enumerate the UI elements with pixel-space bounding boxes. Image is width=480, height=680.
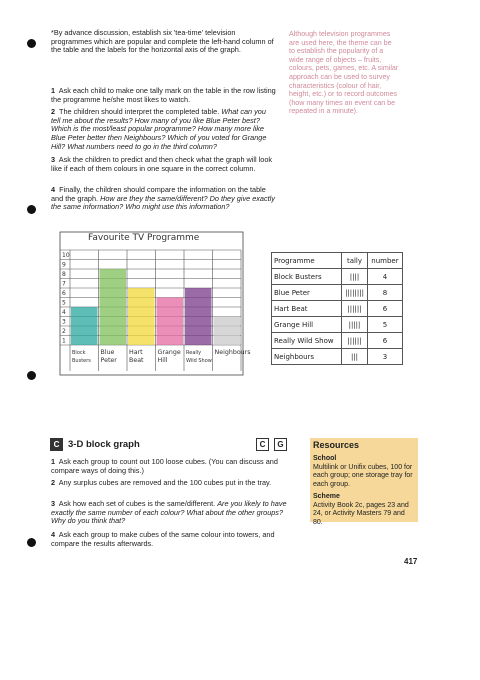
scheme-label: Scheme <box>313 493 340 500</box>
category-label: Blue <box>100 349 115 356</box>
step-2 <box>51 108 277 152</box>
graph-title: Favourite TV Programme <box>88 233 200 243</box>
c-step-2 <box>51 479 291 488</box>
tally-cell: |||||| <box>342 301 368 317</box>
table-row <box>272 269 403 285</box>
y-tick-label: 3 <box>62 318 66 326</box>
step-questions: How are they the same/different? Do they give exactly the same information? Who might use this information? <box>51 193 275 212</box>
step-1 <box>51 87 277 104</box>
number-cell: 4 <box>367 269 402 285</box>
number-cell: 5 <box>367 317 402 333</box>
step-number: 4 <box>51 530 56 539</box>
margin-bullet <box>27 39 36 48</box>
tally-cell: |||| <box>342 269 368 285</box>
tally-cell: ||||| <box>342 317 368 333</box>
step-4 <box>51 186 277 212</box>
programme-cell: Really Wild Show <box>272 333 342 349</box>
header-tally: tally <box>342 253 368 269</box>
page-number: 417 <box>404 557 418 566</box>
section-title: 3-D block graph <box>68 439 140 450</box>
programme-cell: Neighbours <box>272 349 342 365</box>
y-tick-label: 4 <box>62 309 66 316</box>
school-label: School <box>313 455 337 462</box>
c-step-3 <box>51 500 291 526</box>
step-questions: What can you tell me about the results? How many of you like Blue Peter best? Which is the most/least popular programme? How many more like Blue Peter better then Neighbours? Which of you voted for Grange Hill? What numbers need to go in the third column? <box>51 107 267 151</box>
bar <box>157 298 184 346</box>
bar <box>71 307 98 345</box>
number-cell: 6 <box>367 333 402 349</box>
programme-cell: Block Busters <box>272 269 342 285</box>
bar <box>128 288 155 345</box>
step-number: 4 <box>51 185 56 194</box>
step-number: 1 <box>51 457 56 466</box>
step-text: Ask how each set of cubes is the same/different. <box>58 499 216 508</box>
bar-graph <box>48 228 268 378</box>
y-tick-label: 7 <box>62 280 66 288</box>
category-label: Really <box>186 350 202 356</box>
y-tick-label: 8 <box>62 271 66 278</box>
step-text: Ask the children to predict and then check what the graph will look like if each of them colours in one square in the correct column. <box>51 155 273 173</box>
step-3 <box>51 156 277 173</box>
step-number: 3 <box>51 499 56 508</box>
margin-bullet <box>27 205 36 214</box>
bar <box>100 269 127 345</box>
margin-bullet <box>27 538 36 547</box>
category-label: Peter <box>100 357 117 364</box>
step-number: 2 <box>51 107 56 116</box>
y-tick-label: 10 <box>62 252 70 259</box>
tag-c: C <box>256 438 269 451</box>
programme-cell: Hart Beat <box>272 301 342 317</box>
number-cell: 6 <box>367 301 402 317</box>
y-tick-label: 2 <box>62 328 66 335</box>
step-questions: Are you likely to have exactly the same number of each colour? What about the other groups? Why do you think that? <box>51 499 287 526</box>
table-row <box>272 285 403 301</box>
intro-paragraph: *By advance discussion, establish six 'tea-time' television programmes which are popular and complete the left-hand column of the table and the labels for the horizontal axis of the graph. <box>51 28 274 55</box>
step-text: Finally, the children should compare the information on the table and the graph. <box>51 185 266 203</box>
programme-cell: Grange Hill <box>272 317 342 333</box>
category-label: Hart <box>129 349 143 356</box>
tally-table <box>271 252 403 365</box>
c-step-1 <box>51 458 291 475</box>
category-label: Block <box>72 350 86 356</box>
step-number: 1 <box>51 86 56 95</box>
header-number: number <box>367 253 402 269</box>
step-text: Ask each child to make one tally mark on the table in the row listing the programme he/she most likes to watch. <box>51 86 276 104</box>
resources-title: Resources <box>313 440 360 450</box>
step-text: Ask each group to make cubes of the same colour into towers, and compare the results afterwards. <box>51 530 275 548</box>
resources-body <box>313 455 415 527</box>
number-cell: 8 <box>367 285 402 301</box>
y-tick-label: 9 <box>62 261 66 269</box>
table-row <box>272 301 403 317</box>
tally-cell: ||| <box>342 349 368 365</box>
bar <box>185 288 212 345</box>
table-row <box>272 349 403 365</box>
margin-bullet <box>27 371 36 380</box>
category-label: Hill <box>157 357 168 364</box>
step-text: Ask each group to count out 100 loose cubes. (You can discuss and compare ways of doing this.) <box>51 457 278 475</box>
number-cell: 3 <box>367 349 402 365</box>
tally-cell: |||||| <box>342 333 368 349</box>
bar <box>214 317 241 346</box>
scheme-text: Activity Book 2c, pages 23 and 24, or Activity Masters 79 and 80. <box>313 501 409 526</box>
programme-cell: Blue Peter <box>272 285 342 301</box>
y-tick-label: 6 <box>62 290 66 297</box>
step-text: Any surplus cubes are removed and the 100 cubes put in the tray. <box>58 478 272 487</box>
sidebar-note: Although television programmes are used here, the theme can be to establish the popularity of a wide range of objects – fruits, colours, pets, games, etc. A similar approach can be used to survey characteristics (colour of hair, height, etc.) or to record outcomes (how many times an event can be repeated in a minute). <box>289 30 399 116</box>
header-programme: Programme <box>272 253 342 269</box>
tag-g: G <box>274 438 287 451</box>
table-row <box>272 333 403 349</box>
y-tick-label: 1 <box>62 337 66 345</box>
tally-cell: |||||||| <box>342 285 368 301</box>
step-number: 3 <box>51 155 56 164</box>
category-label: Beat <box>129 357 144 364</box>
step-text: The children should interpret the completed table. <box>59 107 220 116</box>
category-label: Wild Show <box>186 358 212 364</box>
step-number: 2 <box>51 478 56 487</box>
c-step-4 <box>51 531 291 548</box>
category-label: Busters <box>72 358 91 364</box>
y-tick-label: 5 <box>62 299 66 307</box>
table-row <box>272 317 403 333</box>
table-header-row <box>272 253 403 269</box>
category-label: Neighbours <box>214 349 251 356</box>
school-text: Multilink or Unifix cubes, 100 for each group; one storage tray for each group. <box>313 463 413 488</box>
category-label: Grange <box>157 349 181 356</box>
section-badge: C <box>50 438 63 451</box>
